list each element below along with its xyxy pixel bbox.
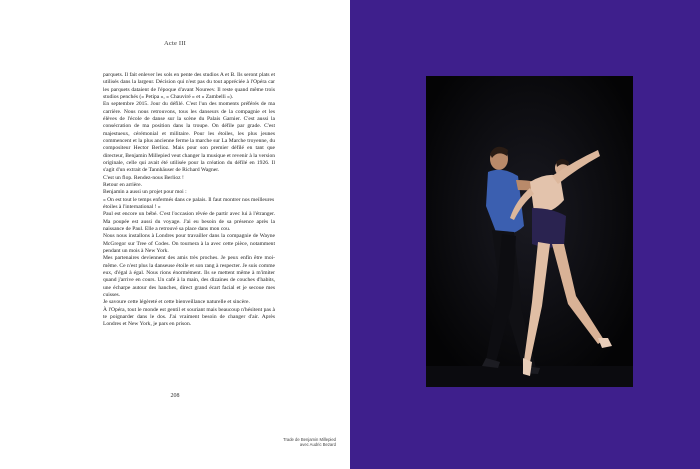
credit-line: Trade de Benjamin Millepied (283, 437, 336, 442)
paragraph: Mes partenaires deviennent des amis très proches. Je peux enfin être moi-même. Ce n'est plus la danseuse étoile et son rang à respecter. Je suis comme eux, d'égal à égal. Nous rions énormément. Ils se mettent même à m'imiter quand j'arrive en cours. Un café à la main, des dizaines de couches d'habits, une écharpe autour des hanches, direct grand écart facial et je secoue mes cuisses. (103, 255, 275, 298)
dance-photograph (426, 76, 633, 387)
paragraph: Paul est encore un bébé. C'est l'occasion rêvée de partir avec lui à l'étranger. Ma poupée est aussi du voyage. J'ai eu besoin de sa présence après la naissance de Paul. Elle a retrouvé sa place dans mon cou. (103, 211, 275, 232)
dancers-illustration (426, 76, 633, 387)
paragraph: « On est tout le temps enfermés dans ce palais. Il faut montrer nos meilleures étoiles à l'international ! » (103, 196, 275, 210)
paragraph: parquets. Il fait enlever les sols en pente des studios A et B. Ils seront plats et utilisés dans la largeur. Décision qui n'est pas du tout appréciée à l'Opéra car les parquets dataient de l'époque d'avant Noureev. Il reste quand même trois studios penchés (« Petipa », « Chauviré » et « Zambelli »). (103, 72, 275, 100)
paragraph: Retour en arrière. (103, 181, 142, 188)
paragraph: À l'Opéra, tout le monde est gentil et souriant mais beaucoup n'hésitent pas à te poignarder dans le dos. J'ai vraiment besoin de changer d'air. Après Londres et New York, je pars en prison. (103, 306, 275, 328)
page-number: 208 (170, 393, 180, 399)
running-header: Acte III (164, 40, 186, 47)
body-text (103, 72, 275, 328)
credit-line: avec Audric Bezard (299, 442, 336, 448)
photo-credit (216, 437, 336, 448)
paragraph: C'est un flop. Rendez-nous Berlioz ! (103, 174, 184, 181)
paragraph: Nous nous installons à Londres pour travailler dans la compagnie de Wayne McGregor sur Tree of Codes. On tournera à la avec cette pièce, notamment pendant un mois à New York. (103, 233, 275, 254)
paragraph: Benjamin a aussi un projet pour moi : (103, 189, 187, 196)
paragraph: En septembre 2015. Jour du défilé. C'est l'un des moments préférés de ma carrière. Nous nous retrouvons, tous les danseurs de la compagnie et les élèves de l'école de danse sur la scène du Palais Garnier. C'est aussi la consécration de ma position dans la troupe. On défile par grade. C'est majestueux, cérémonial et militaire. Pour les étoiles, les plus jeunes commencent et la plus ancienne ferme la marche sur La Marche troyenne, du compositeur Hector Berlioz. Mais pour son premier défilé en tant que directeur, Benjamin Millepied veut changer la musique et revenir à la version originale, celle qui avait été utilisée pour la création du défilé en 1926. Il s'agit d'un extrait de Tannhäuser de Richard Wagner. (103, 101, 275, 174)
paragraph: Je savoure cette légèreté et cette bienveillance naturelle et sincère. (103, 299, 250, 306)
